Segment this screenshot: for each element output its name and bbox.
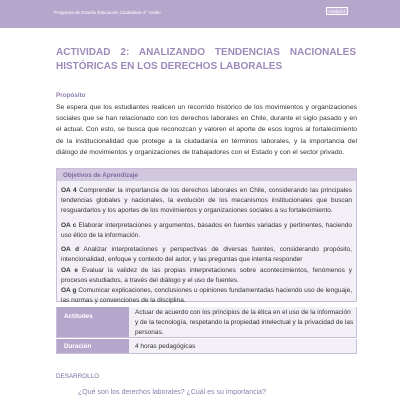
duration-text: 4 horas pedagógicas [135, 343, 196, 350]
attitudes-label: Actitudes [64, 313, 93, 320]
objectives-table [56, 168, 357, 305]
purpose-text: Se espera que los estudiantes realicen un recorrido histórico de los movimientos y organizaciones sociales que se han relacionado con los derechos laborales en Chile, durante el siglo pasado y en el actual. Con esto, se busca que reconozcan y valoren el aporte de esos logros al fortalecimiento de la institucionalidad que protege a la ciudadanía en términos laborales, y la importancia del diálogo de movimientos y organizaciones de trabajadores con el Estado y con el sector privado. [56, 104, 357, 156]
objective-text: Comunicar explicaciones, conclusiones u opiniones fundamentadas haciendo uso de lenguaje, las normas y convenciones de la disciplina. [61, 287, 352, 305]
attitudes-text: Actuar de acuerdo con los principios de la ética en el uso de la información y de la tecnología, respetando la propiedad intelectual y la privacidad de las personas. [135, 309, 354, 336]
objective-oa-c [61, 221, 352, 241]
development-question: ¿Qué son los derechos laborales? ¿Cuál es su importancia? [78, 389, 266, 396]
objective-oa-e [61, 266, 352, 286]
objective-code: OA c [61, 222, 77, 229]
duration-row [56, 339, 357, 354]
activity-title: ACTIVIDAD 2: ANALIZANDO TENDENCIAS NACIONALES HISTÓRICAS EN LOS DERECHOS LABORALES [56, 47, 356, 72]
development-heading: DESARROLLO [56, 373, 100, 380]
objective-text: Elaborar interpretaciones y argumentos, basados en fuentes variadas y pertinentes, haciendo uso ético de la información. [61, 222, 352, 240]
objective-text: Comprender la importancia de los derechos laborales en Chile, considerando las principales tendencias globales y nacionales, la evolución de los mecanismos institucionales que buscan resguardarlos y los aportes de los movimientos y organizaciones sociales a su fortalecimiento. [61, 187, 352, 215]
objective-oa-g [61, 286, 352, 306]
duration-label-cell [57, 339, 129, 353]
objectives-heading: Objetivos de Aprendizaje [63, 171, 138, 179]
unit-badge: Unidad 4 [326, 7, 348, 15]
objective-oa-d [61, 245, 352, 265]
attitudes-row [56, 307, 357, 338]
program-title: Programa de Estudio Educación Ciudadana 4° medio [54, 10, 161, 15]
duration-label: Duración [64, 343, 92, 350]
objectives-header [57, 169, 356, 181]
objective-text: Evaluar la validez de las propias interpretaciones sobre acontecimientos, fenómenos y procesos estudiados, a través del diálogo y el uso de fuentes. [61, 267, 352, 285]
objective-code: OA g [61, 287, 77, 294]
objective-oa-4 [61, 186, 352, 217]
objective-code: OA d [61, 246, 80, 253]
attitudes-label-cell [57, 307, 129, 337]
objective-code: OA e [61, 267, 79, 274]
page-header-bar [0, 0, 400, 28]
objective-code: OA 4 [61, 187, 77, 194]
objective-text: Analizar interpretaciones y perspectivas de diversas fuentes, considerando propósito, intencionalidad, enfoque y contexto del autor, y las preguntas que intenta responder [61, 246, 352, 264]
purpose-heading: Propósito [56, 92, 86, 99]
